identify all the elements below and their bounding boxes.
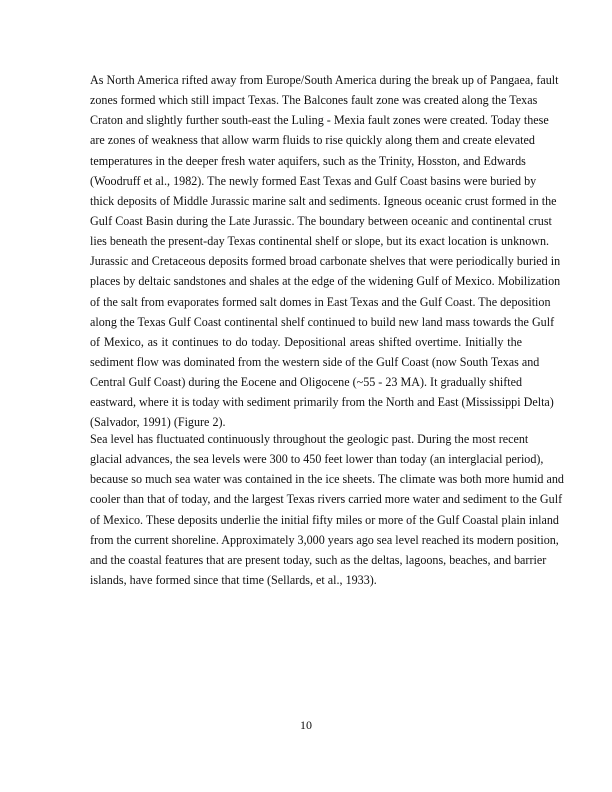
page-number: 10 [300, 718, 312, 732]
text-line: are zones of weakness that allow warm fluids to rise quickly along them and create elevated [90, 133, 535, 148]
text-line: places by deltaic sandstones and shales at the edge of the widening Gulf of Mexico. Mobilization [90, 274, 561, 289]
text-line: from the current shoreline. Approximately 3,000 years ago sea level reached its modern position, [90, 532, 559, 547]
text-line: along the Texas Gulf Coast continental shelf continued to build new land mass towards the Gulf [90, 314, 555, 329]
text-line: Gulf Coast Basin during the Late Jurassic. The boundary between oceanic and continental crust [90, 213, 552, 228]
text-line: and the coastal features that are present today, such as the deltas, lagoons, beaches, and barrier [90, 552, 547, 567]
text-line: of Mexico. These deposits underlie the initial fifty miles or more of the Gulf Coastal plain inland [90, 512, 559, 527]
text-line: lies beneath the present-day Texas continental shelf or slope, but its exact location is unknown. [90, 234, 550, 249]
text-line: of Mexico, as it continues to do today. Depositional areas shifted overtime. Initially the [90, 334, 522, 349]
text-line: sediment flow was dominated from the western side of the Gulf Coast (now South Texas and [90, 354, 540, 369]
text-line: Jurassic and Cretaceous deposits formed broad carbonate shelves that were periodically buried in [90, 254, 561, 269]
text-line: of the salt from evaporates formed salt domes in East Texas and the Gulf Coast. The deposition [90, 294, 551, 309]
text-line: zones formed which still impact Texas. The Balcones fault zone was created along the Texas [90, 93, 538, 108]
text-line: islands, have formed since that time (Sellards, et al., 1933). [90, 572, 377, 587]
text-line: As North America rifted away from Europe/South America during the break up of Pangaea, fault [90, 73, 559, 87]
paragraph-sea-level [90, 429, 564, 590]
text-line: because so much sea water was contained in the ice sheets. The climate was both more humid and [90, 472, 564, 487]
text-line: glacial advances, the sea levels were 300 to 450 feet lower than today (an interglacial period), [90, 452, 544, 467]
text-line: Sea level has fluctuated continuously throughout the geologic past. During the most recent [90, 432, 529, 446]
text-line: (Salvador, 1991) (Figure 2). [90, 415, 226, 430]
text-line: Central Gulf Coast) during the Eocene and Oligocene (~55 - 23 MA). It gradually shifted [90, 375, 523, 390]
paragraph-geologic-history [90, 70, 561, 433]
text-line: (Woodruff et al., 1982). The newly formed East Texas and Gulf Coast basins were buried by [90, 173, 537, 188]
text-line: Craton and slightly further south-east the Luling - Mexia fault zones were created. Today these [90, 113, 549, 128]
text-line: temperatures in the deeper fresh water aquifers, such as the Trinity, Hosston, and Edwards [90, 153, 526, 168]
text-line: cooler than that of today, and the largest Texas rivers carried more water and sediment to the Gulf [90, 492, 563, 507]
text-line: eastward, where it is today with sediment primarily from the North and East (Mississippi Delta) [90, 395, 554, 410]
text-line: thick deposits of Middle Jurassic marine salt and sediments. Igneous oceanic crust formed in the [90, 193, 557, 208]
